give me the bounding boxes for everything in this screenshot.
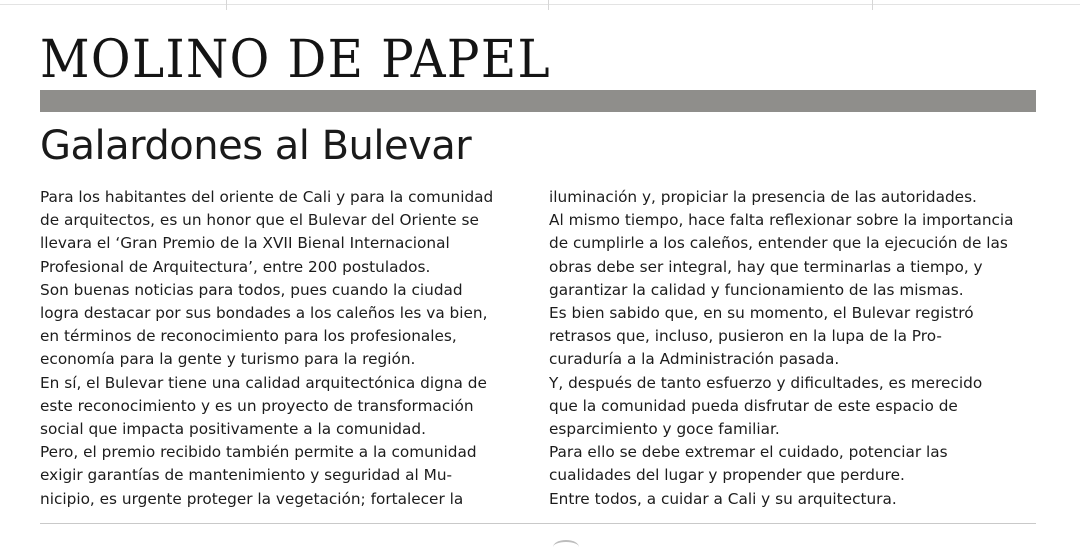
text-line: de arquitectos, es un honor que el Bulevar del Oriente se [40,211,479,230]
text-line: cualidades del lugar y propender que perdure. [549,466,905,485]
text-line: garantizar la calidad y funcionamiento de las mismas. [549,280,964,299]
bottom-rule [40,523,1036,524]
text-line: Y, después de tanto esfuerzo y dificultades, es merecido [549,373,983,392]
top-tick-mark [872,0,873,10]
text-line: curaduría a la Administración pasada. [549,350,840,369]
text-line: iluminación y, propiciar la presencia de las autoridades. [549,188,977,206]
text-line: esparcimiento y goce familiar. [549,420,780,439]
text-line: nicipio, es urgente proteger la vegetación; fortalecer la [40,489,464,508]
text-line: de cumplirle a los caleños, entender que la ejecución de las [549,234,1008,253]
text-line: Son buenas noticias para todos, pues cuando la ciudad [40,280,463,299]
text-line: que la comunidad pueda disfrutar de este espacio de [549,396,958,415]
top-tick-mark [226,0,227,10]
top-rule [0,4,1080,5]
section-title: MOLINO DE PAPEL [40,30,552,90]
text-line: logra destacar por sus bondades a los caleños les va bien, [40,304,488,323]
text-line: economía para la gente y turismo para la región. [40,350,416,369]
page-edge-mark [553,540,579,554]
text-line: Para ello se debe extremar el cuidado, potenciar las [549,443,948,462]
text-line: Pero, el premio recibido también permite a la comunidad [40,443,477,462]
article-column-right [549,186,1041,511]
text-line: Profesional de Arquitectura’, entre 200 postulados. [40,257,431,276]
section-divider-bar [40,90,1036,112]
top-tick-mark [548,0,549,10]
text-line: En sí, el Bulevar tiene una calidad arquitectónica digna de [40,373,487,392]
text-line: en términos de reconocimiento para los profesionales, [40,327,457,346]
article-headline: Galardones al Bulevar [40,123,472,169]
text-line: exigir garantías de mantenimiento y seguridad al Mu- [40,466,453,485]
text-line: Es bien sabido que, en su momento, el Bulevar registró [549,304,974,323]
text-line: llevara el ‘Gran Premio de la XVII Bienal Internacional [40,234,450,253]
article-column-left [40,186,532,511]
text-line: social que impacta positivamente a la comunidad. [40,420,426,439]
text-line: obras debe ser integral, hay que terminarlas a tiempo, y [549,257,983,276]
text-line: retrasos que, incluso, pusieron en la lupa de la Pro- [549,327,942,346]
text-line: Entre todos, a cuidar a Cali y su arquitectura. [549,489,897,508]
text-line: Para los habitantes del oriente de Cali y para la comunidad [40,188,494,206]
text-line: Al mismo tiempo, hace falta reflexionar sobre la importancia [549,211,1014,230]
text-line: este reconocimiento y es un proyecto de transformación [40,396,474,415]
